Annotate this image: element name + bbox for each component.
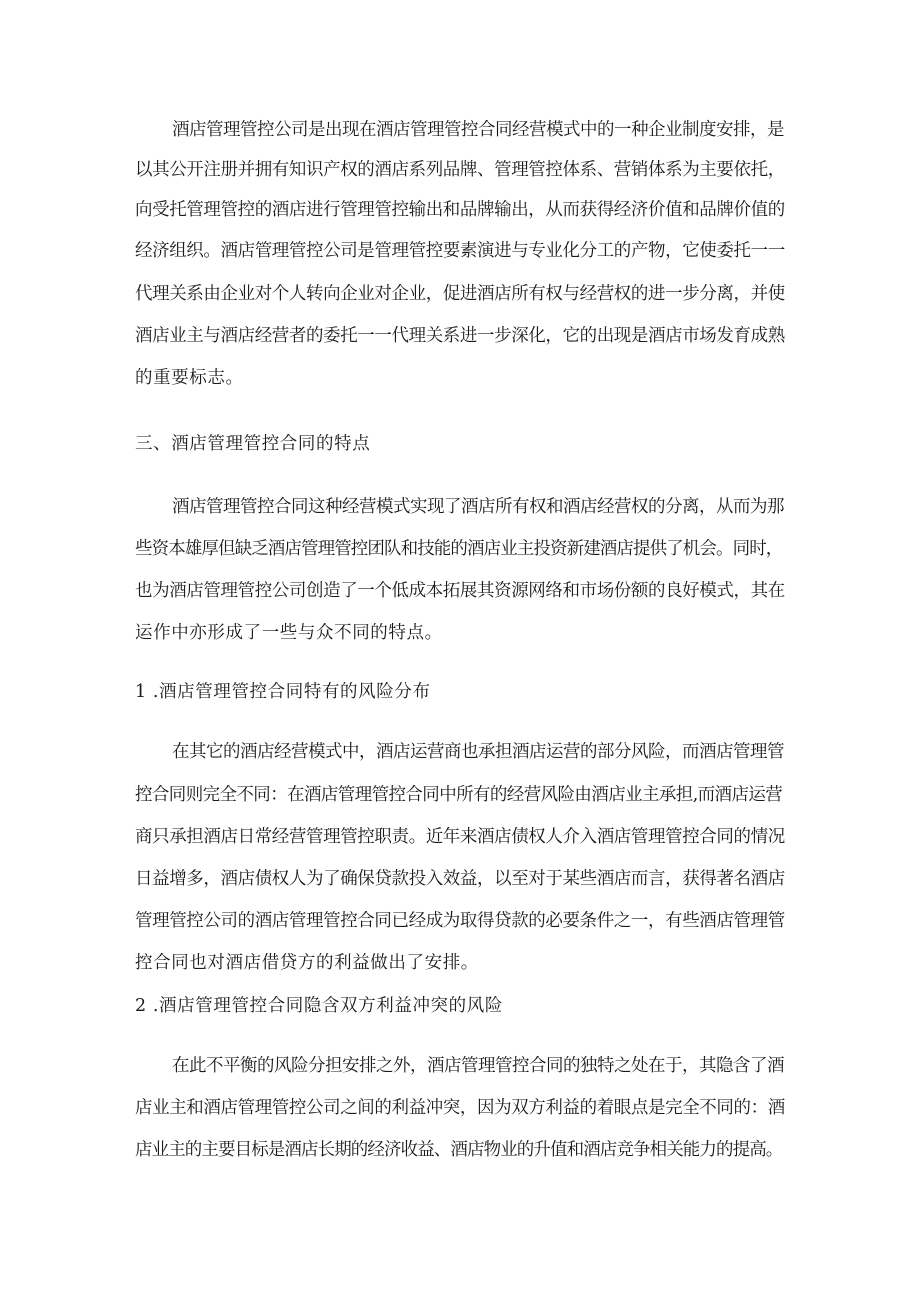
paragraph-line: 店业主和酒店管理管控公司之间的利益冲突，因为双方利益的着眼点是完全不同的：酒 (135, 1098, 785, 1118)
paragraph-line: 运作中亦形成了一些与众不同的特点。 (135, 623, 443, 643)
paragraph-line: 店业主的主要目标是酒店长期的经济收益、酒店物业的升值和酒店竞争相关能力的提高。 (135, 1140, 783, 1160)
paragraph-line: 以其公开注册并拥有知识产权的酒店系列品牌、管理管控体系、营销体系为主要依托， (135, 160, 785, 180)
section-heading: 三、酒店管理管控合同的特点 (135, 434, 371, 454)
paragraph-line: 控合同则完全不同：在酒店管理管控合同中所有的经营风险由酒店业主承担,而酒店运营 (135, 785, 783, 805)
paragraph-line: 酒店业主与酒店经营者的委托一一代理关系进一步深化，它的出现是酒店市场发育成熟 (135, 326, 785, 346)
paragraph-line: 的重要标志。 (135, 368, 244, 388)
paragraph-line: 日益增多，酒店债权人为了确保贷款投入效益，以至对于某些酒店而言，获得著名酒店 (135, 869, 785, 889)
subsection-heading-2: 2 .酒店管理管控合同隐含双方利益冲突的风险 (135, 996, 503, 1016)
paragraph-line: 些资本雄厚但缺乏酒店管理管控团队和技能的酒店业主投资新建酒店提供了机会。同时， (135, 539, 783, 559)
paragraph-line: 向受托管理管控的酒店进行管理管控输出和品牌输出，从而获得经济价值和品牌价值的 (135, 200, 785, 220)
paragraph-line: 在其它的酒店经营模式中，酒店运营商也承担酒店运营的部分风险，而酒店管理管 (172, 742, 784, 762)
paragraph-line: 酒店管理管控公司是出现在酒店管理管控合同经营模式中的一种企业制度安排，是 (172, 120, 784, 140)
paragraph-line: 商只承担酒店日常经营管理管控职责。近年来酒店债权人介入酒店管理管控合同的情况 (135, 827, 785, 847)
paragraph-line: 酒店管理管控合同这种经营模式实现了酒店所有权和酒店经营权的分离，从而为那 (172, 497, 784, 517)
paragraph-line: 也为酒店管理管控公司创造了一个低成本拓展其资源网络和市场份额的良好模式，其在 (135, 581, 785, 601)
subsection-heading-1: 1 .酒店管理管控合同特有的风险分布 (135, 682, 431, 702)
paragraph-line: 控合同也对酒店借贷方的利益做出了安排。 (135, 953, 479, 973)
paragraph-line: 代理关系由企业对个人转向企业对企业，促进酒店所有权与经营权的进一步分离，并使 (135, 284, 785, 304)
paragraph-line: 经济组织。酒店管理管控公司是管理管控要素演进与专业化分工的产物，它使委托一一 (135, 241, 785, 261)
paragraph-line: 管理管控公司的酒店管理管控合同已经成为取得贷款的必要条件之一，有些酒店管理管 (135, 911, 785, 931)
paragraph-line: 在此不平衡的风险分担安排之外，酒店管理管控合同的独特之处在于，其隐含了酒 (172, 1056, 784, 1076)
